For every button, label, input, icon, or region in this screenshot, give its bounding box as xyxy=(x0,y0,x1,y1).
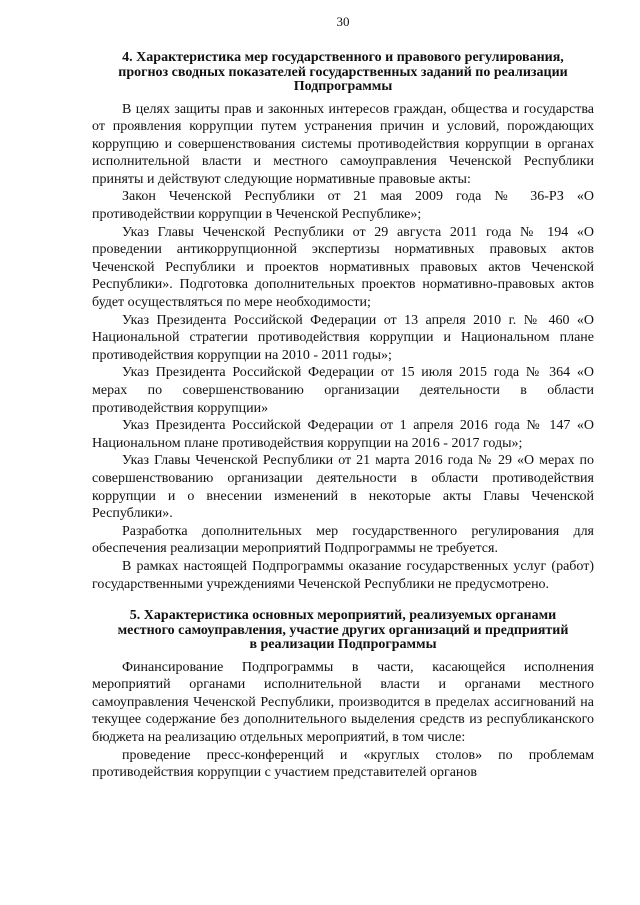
section-spacer xyxy=(92,593,594,609)
paragraph: Закон Чеченской Республики от 21 мая 2009 года № 36-РЗ «О противодействии коррупции в Чеченской Республике»; xyxy=(92,189,594,223)
section-4 xyxy=(92,51,594,593)
section-5-heading xyxy=(92,609,594,653)
heading-line: 4. Характеристика мер государственного и правового регулирования, xyxy=(122,50,564,65)
paragraph: В целях защиты прав и законных интересов граждан, общества и государства от проявления коррупции путем устранения причин и условий, порождающих коррупцию и совершенствования системы противодействия коррупции в органах исполнительной власти и местного самоуправления Чеченской Республики приняты и действуют следующие нормативные правовые акты: xyxy=(92,101,594,187)
section-5 xyxy=(92,609,594,782)
paragraph: Разработка дополнительных мер государственного регулирования для обеспечения реализации мероприятий Подпрограммы не требуется. xyxy=(92,523,594,557)
heading-line: 5. Характеристика основных мероприятий, реализуемых органами xyxy=(129,608,557,624)
paragraph: Указ Президента Российской Федерации от 1 апреля 2016 года № 147 «О Национальном плане противодействия коррупции на 2016 - 2017 годы»; xyxy=(92,418,594,451)
paragraph: проведение пресс-конференций и «круглых столов» по проблемам противодействия коррупции с участием представителей органов xyxy=(92,747,594,781)
paragraph: Указ Президента Российской Федерации от 13 апреля 2010 г. № 460 «О Национальной стратегии противодействия коррупции и Национальном плане противодействия коррупции на 2010 - 2011 годы»; xyxy=(92,312,594,363)
page-number: 30 xyxy=(336,14,350,29)
paragraph: Указ Главы Чеченской Республики от 29 августа 2011 года № 194 «О проведении антикоррупционной экспертизы нормативных правовых актов Чеченской Республики и проектов нормативных правовых актов Чеченской Республики». Подготовка дополнительных проектов нормативно-правовых актов будет осуществляться по мере необходимости; xyxy=(92,224,594,311)
paragraph: Финансирование Подпрограммы в части, касающейся исполнения мероприятий органами исполнительной власти и органами местного самоуправления Чеченской Республики, производится в пределах ассигнований на текущее содержание без дополнительного выделения средств из республиканского бюджета на реализацию отдельных мероприятий, в том числе: xyxy=(92,659,594,745)
heading-line: местного самоуправления, участие других организаций и предприятий xyxy=(117,622,569,638)
heading-line: Подпрограммы xyxy=(293,79,393,94)
heading-line: в реализации Подпрограммы xyxy=(249,637,437,653)
heading-line: прогноз сводных показателей государственных заданий по реализации xyxy=(118,64,568,80)
section-4-heading xyxy=(92,51,594,95)
paragraph: Указ Президента Российской Федерации от 15 июля 2015 года № 364 «О мерах по совершенствованию организации деятельности в области противодействия коррупции» xyxy=(92,365,594,416)
paragraph: В рамках настоящей Подпрограммы оказание государственных услуг (работ) государственными учреждениями Чеченской Республики не предусмотрено. xyxy=(92,558,594,592)
paragraph: Указ Главы Чеченской Республики от 21 марта 2016 года № 29 «О мерах по совершенствованию организации деятельности в области противодействия коррупции и о внесении изменений в некоторые акты Главы Чеченской Республики». xyxy=(92,453,594,522)
